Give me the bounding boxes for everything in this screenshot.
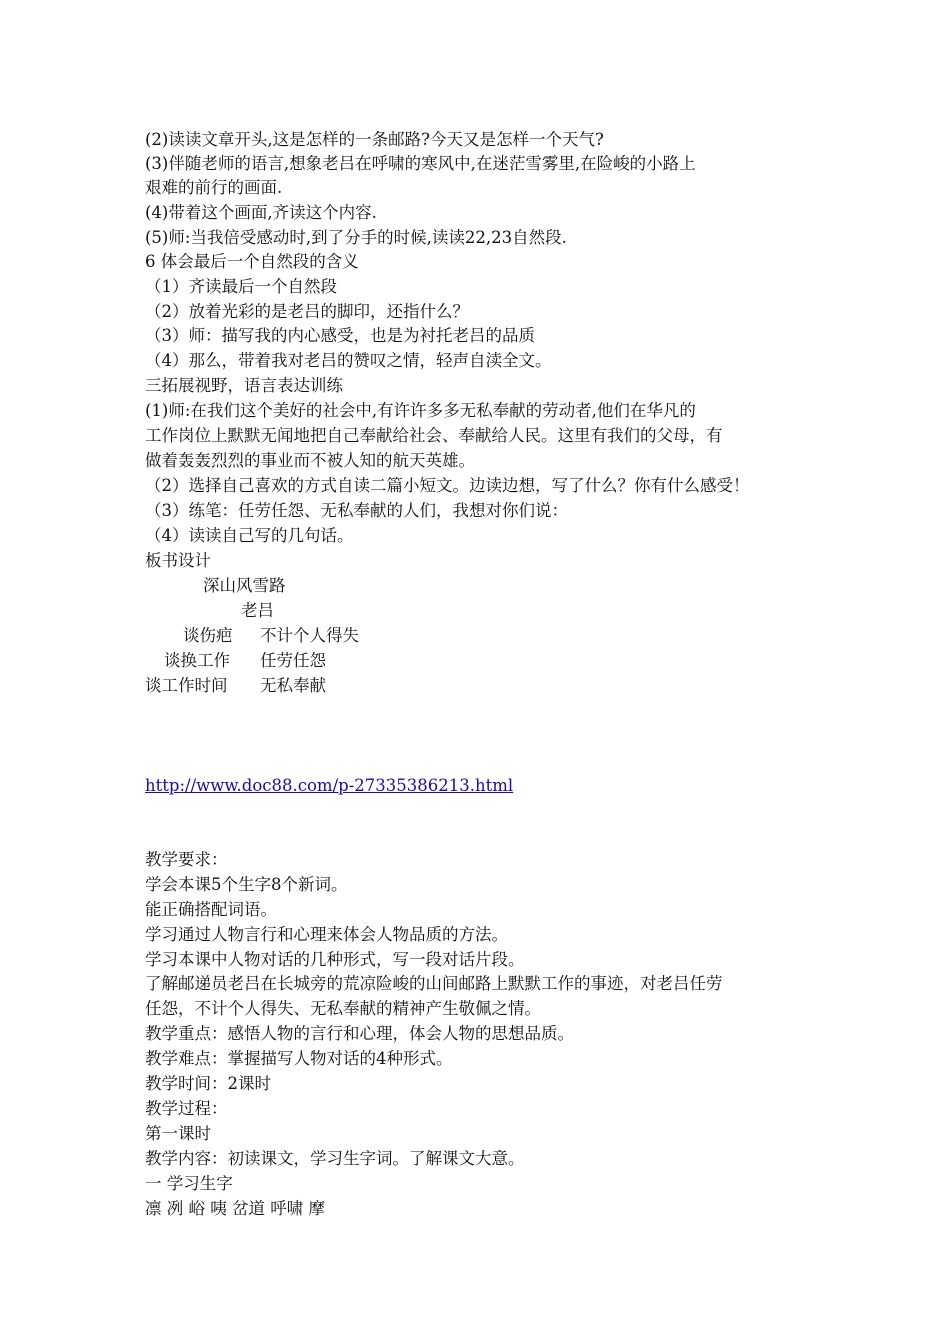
text-line: （3）师：描写我的内心感受，也是为衬托老吕的品质 — [145, 326, 535, 345]
text-line: （4）读读自己写的几句话。 — [145, 526, 354, 545]
board-trait: 任劳任怨 — [260, 651, 326, 670]
board-topic: 谈工作时间 — [145, 676, 228, 695]
text-line: 学习本课中人物对话的几种形式，写一段对话片段。 — [145, 950, 525, 969]
text-line: 了解邮递员老吕在长城旁的荒凉险峻的山间邮路上默默工作的事迹，对老吕任劳 — [145, 974, 723, 993]
text-line: (1)师:在我们这个美好的社会中,有许许多多无私奉献的劳动者,他们在华凡的 — [145, 401, 696, 420]
text-line: （3）练笔：任劳任怨、无私奉献的人们，我想对你们说： — [145, 501, 568, 520]
section-heading: 三拓展视野，语言表达训练 — [145, 376, 343, 395]
text-line: 教学难点：掌握描写人物对话的4种形式。 — [145, 1049, 453, 1068]
text-line: 凛 冽 峪 咦 岔道 呼啸 摩 — [145, 1199, 325, 1218]
text-line: （2）选择自己喜欢的方式自读二篇小短文。边读边想，写了什么？你有什么感受！ — [145, 476, 750, 495]
text-line: （4）那么，带着我对老吕的赞叹之情，轻声自渎全文。 — [145, 351, 552, 370]
source-link[interactable]: http://www.doc88.com/p-27335386213.html — [145, 776, 514, 795]
text-line: 任怨，不计个人得失、无私奉献的精神产生敬佩之情。 — [145, 999, 541, 1018]
text-line: 艰难的前行的画面. — [145, 178, 283, 197]
text-line: 教学要求： — [145, 850, 228, 869]
text-line: 能正确搭配词语。 — [145, 900, 277, 919]
text-line: 做着轰轰烈烈的事业而不被人知的航天英雄。 — [145, 451, 475, 470]
board-title: 深山风雪路 — [203, 576, 286, 595]
text-line: (2)读读文章开头,这是怎样的一条邮路?今天又是怎样一个天气? — [145, 130, 604, 149]
text-line: 第一课时 — [145, 1124, 211, 1143]
text-line: 教学时间：2课时 — [145, 1074, 271, 1093]
text-line: （2）放着光彩的是老吕的脚印，还指什么？ — [145, 302, 469, 321]
text-line: 6 体会最后一个自然段的含义 — [145, 252, 359, 271]
board-heading: 板书设计 — [145, 551, 211, 570]
text-line: 学会本课5个生字8个新词。 — [145, 875, 348, 894]
board-topic: 谈伤疤 — [183, 626, 233, 645]
text-line: 教学重点：感悟人物的言行和心理，体会人物的思想品质。 — [145, 1024, 574, 1043]
text-line: (5)师:当我倍受感动时,到了分手的时候,读读22,23自然段. — [145, 228, 567, 247]
text-line: 工作岗位上默默无闻地把自己奉献给社会、奉献给人民。这里有我们的父母，有 — [145, 426, 723, 445]
section-heading: 一 学习生字 — [145, 1174, 233, 1193]
text-line: 教学过程： — [145, 1099, 228, 1118]
board-trait: 不计个人得失 — [260, 626, 359, 645]
text-line: 教学内容：初读课文，学习生字词。了解课文大意。 — [145, 1149, 525, 1168]
text-line: (4)带着这个画面,齐读这个内容. — [145, 203, 377, 222]
text-line: 学习通过人物言行和心理来体会人物品质的方法。 — [145, 925, 508, 944]
board-trait: 无私奉献 — [260, 676, 326, 695]
text-line: （1）齐读最后一个自然段 — [145, 277, 337, 296]
board-name: 老吕 — [241, 601, 274, 620]
text-line: (3)伴随老师的语言,想象老吕在呼啸的寒风中,在迷茫雪雾里,在险峻的小路上 — [145, 154, 696, 173]
board-topic: 谈换工作 — [164, 651, 230, 670]
